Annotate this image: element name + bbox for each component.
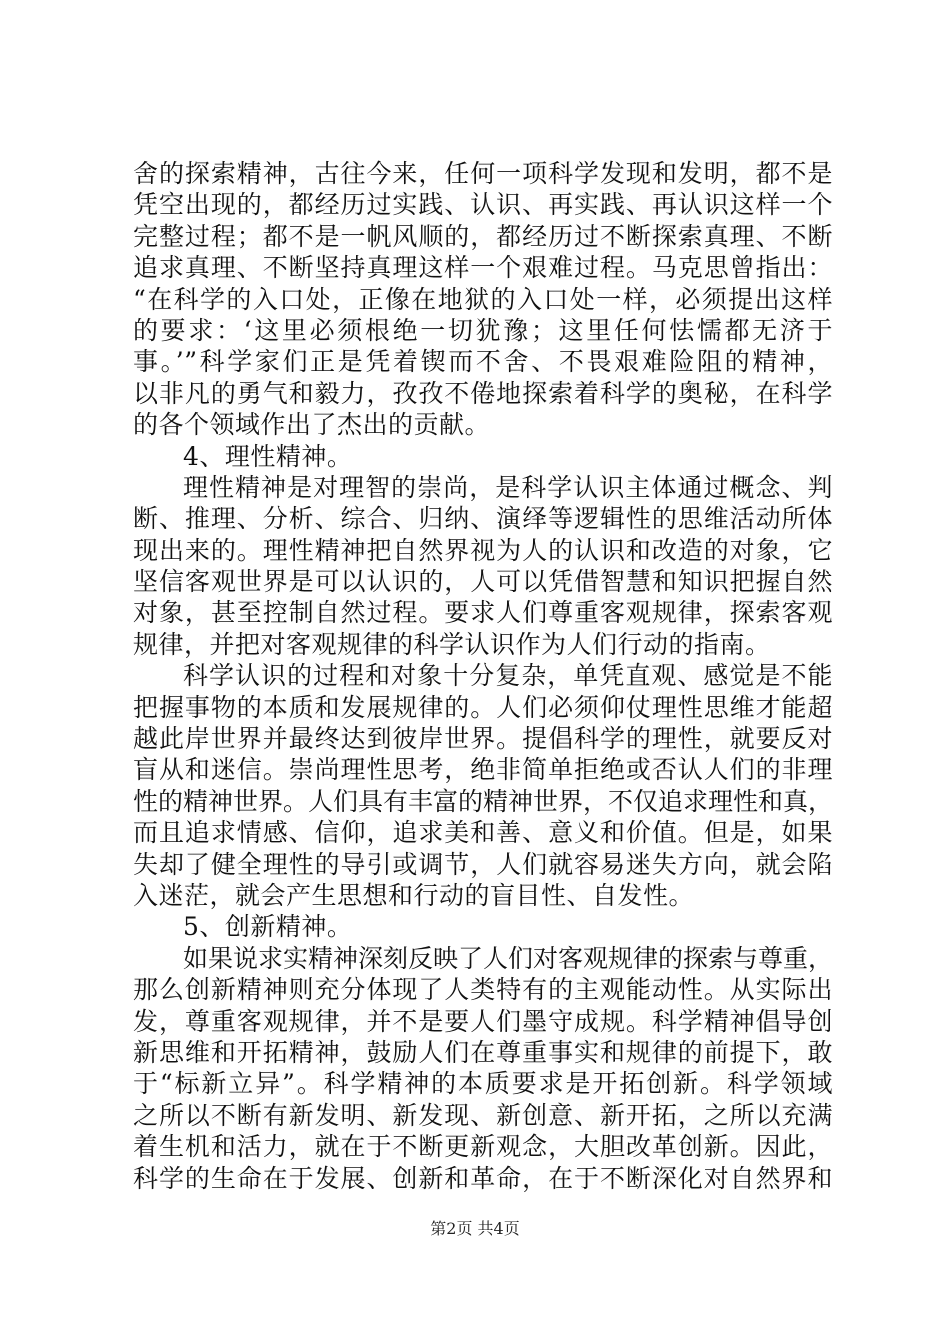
text-line: 把握事物的本质和发展规律的。人们必须仰仗理性思维才能超 — [133, 692, 833, 722]
text-line: 理性精神是对理智的崇尚，是科学认识主体通过概念、判 — [183, 472, 833, 502]
text-line: 如果说求实精神深刻反映了人们对客观规律的探索与尊重， — [183, 943, 834, 973]
text-line: 新思维和开拓精神，鼓励人们在尊重事实和规律的前提下，敢 — [133, 1037, 833, 1067]
text-line: 之所以不断有新发明、新发现、新创意、新开拓，之所以充满 — [133, 1100, 833, 1130]
body-text — [133, 158, 833, 1194]
text-line: 现出来的。理性精神把自然界视为人的认识和改造的对象，它 — [133, 535, 833, 565]
text-line: 凭空出现的，都经历过实践、认识、再实践、再认识这样一个 — [133, 190, 833, 220]
text-line: 入迷茫，就会产生思想和行动的盲目性、自发性。 — [133, 880, 695, 910]
text-line: 追求真理、不断坚持真理这样一个艰难过程。马克思曾指出： — [133, 253, 833, 283]
text-line: 而且追求情感、信仰，追求美和善、意义和价值。但是，如果 — [133, 818, 833, 848]
section-heading: 4、理性精神。 — [183, 441, 353, 471]
text-line: 的各个领域作出了杰出的贡献。 — [133, 410, 491, 440]
text-line: 科学的生命在于发展、创新和革命，在于不断深化对自然界和 — [133, 1163, 833, 1193]
text-line: 坚信客观世界是可以认识的，人可以凭借智慧和知识把握自然 — [133, 567, 833, 597]
text-line: 越此岸世界并最终达到彼岸世界。提倡科学的理性，就要反对 — [133, 724, 833, 754]
text-line: 以非凡的勇气和毅力，孜孜不倦地探索着科学的奥秘，在科学 — [133, 378, 833, 408]
text-line: 那么创新精神则充分体现了人类特有的主观能动性。从实际出 — [133, 975, 833, 1005]
text-line: 盲从和迷信。崇尚理性思考，绝非简单拒绝或否认人们的非理 — [133, 755, 833, 785]
text-line: 的要求：‘这里必须根绝一切犹豫；这里任何怯懦都无济于 — [133, 315, 833, 345]
text-line: 失却了健全理性的导引或调节，人们就容易迷失方向，就会陷 — [133, 849, 833, 879]
section-heading: 5、创新精神。 — [183, 912, 353, 942]
text-line: “在科学的入口处，正像在地狱的入口处一样，必须提出这样 — [133, 284, 833, 314]
text-line: 舍的探索精神，古往今来，任何一项科学发现和发明，都不是 — [133, 159, 833, 188]
text-line: 着生机和活力，就在于不断更新观念，大胆改革创新。因此， — [133, 1132, 833, 1162]
text-line: 性的精神世界。人们具有丰富的精神世界，不仅追求理性和真， — [133, 786, 834, 816]
text-line: 完整过程；都不是一帆风顺的，都经历过不断探索真理、不断 — [133, 221, 833, 251]
text-line: 对象，甚至控制自然过程。要求人们尊重客观规律，探索客观 — [133, 598, 833, 628]
text-line: 规律，并把对客观规律的科学认识作为人们行动的指南。 — [133, 629, 771, 659]
text-line: 断、推理、分析、综合、归纳、演绎等逻辑性的思维活动所体 — [133, 504, 833, 534]
page-footer: 第2页 共4页 — [430, 1219, 520, 1238]
text-line: 科学认识的过程和对象十分复杂，单凭直观、感觉是不能 — [183, 661, 833, 691]
text-line: 于“标新立异”。科学精神的本质要求是开拓创新。科学领域 — [133, 1069, 833, 1099]
text-line: 发，尊重客观规律，并不是要人们墨守成规。科学精神倡导创 — [133, 1006, 833, 1036]
text-line: 事。’”科学家们正是凭着锲而不舍、不畏艰难险阻的精神， — [133, 347, 833, 377]
